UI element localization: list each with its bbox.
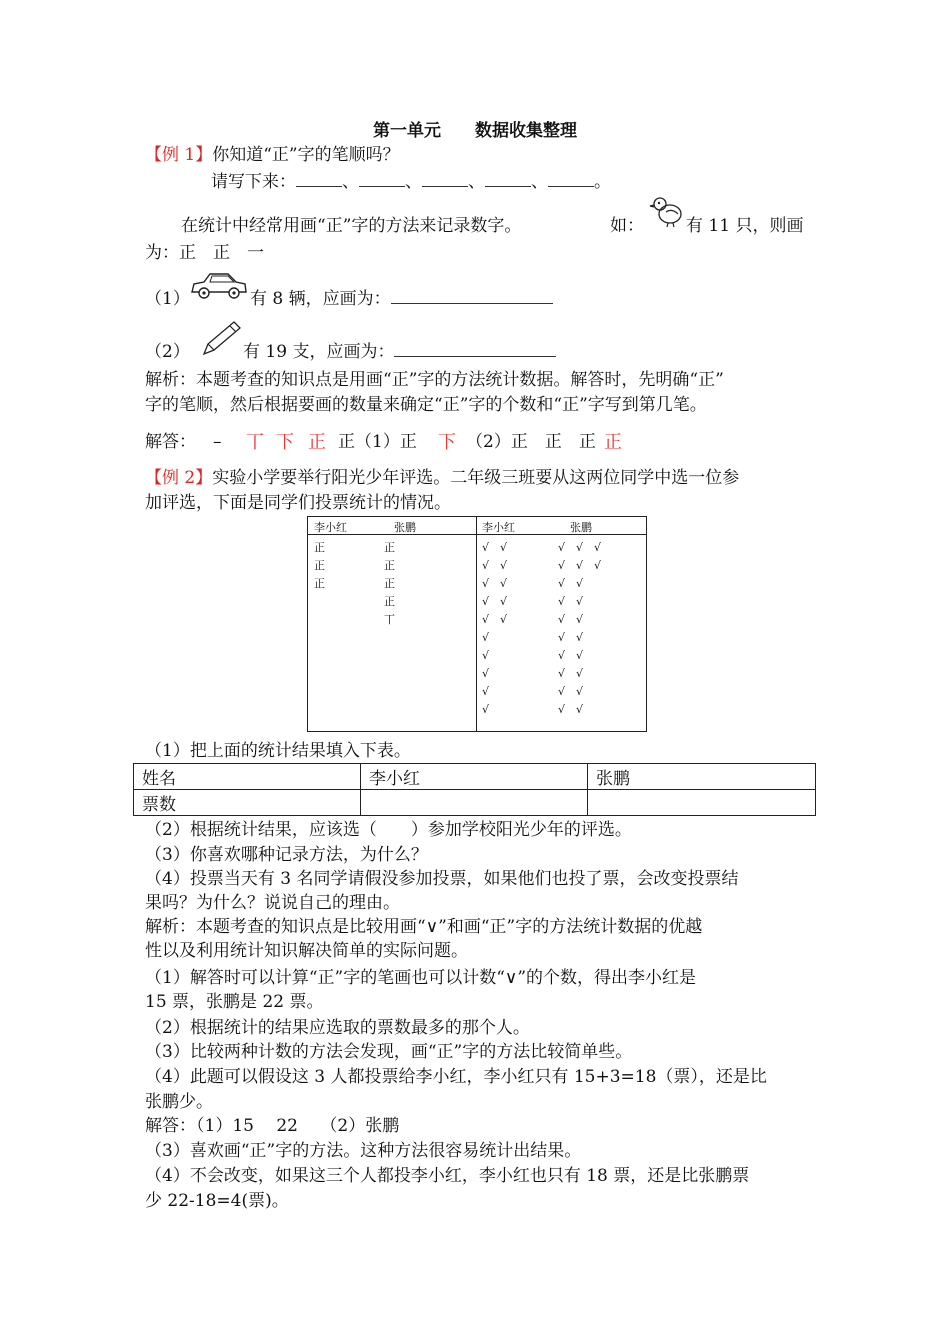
vote-table-header-line: [308, 534, 646, 535]
check-row: √: [482, 631, 490, 644]
tally-mark: 正: [314, 577, 325, 590]
check-row: √ √: [482, 595, 508, 608]
answer-end: （2）正 正 正: [466, 432, 596, 452]
separator: 、: [342, 172, 359, 192]
bird-count-text: 有 11 只，则画: [686, 216, 804, 236]
example-2-text-1: 实验小学要举行阳光少年评选。二年级三班要从这两位同学中选一位参: [212, 468, 740, 488]
such-as-label: 如：: [610, 216, 644, 236]
table-row: [134, 790, 816, 816]
li-votes-input[interactable]: [361, 790, 588, 816]
example-1-question: [145, 143, 400, 167]
q1-answer-blank[interactable]: [391, 303, 553, 304]
tally-mark: 正: [314, 559, 325, 572]
ex2-q3: （3）你喜欢哪种记录方法，为什么？: [145, 845, 428, 865]
tally-mark: 正: [384, 559, 395, 572]
ex2-answer-3: （3）喜欢画“正”字的方法。这种方法很容易统计出结果。: [145, 1141, 582, 1161]
check-row: √ √: [558, 667, 584, 680]
stroke-step-4: 下: [276, 432, 294, 453]
intro-text: 在统计中经常用画“正”字的方法来记录数字。: [181, 216, 522, 236]
vote-header-right-li: 李小红: [482, 521, 515, 534]
ex1-analysis-1: 解析：本题考查的知识点是用画“正”字的方法统计数据。解答时，先明确“正”: [145, 370, 724, 390]
answer-q2-partial: 正: [604, 432, 622, 453]
ex2-analysis-1: 解析：本题考查的知识点是比较用画“∨”和画“正”字的方法统计数据的优越: [145, 917, 703, 937]
ex2-a1-line-2: 15 票，张鹏是 22 票。: [145, 992, 324, 1012]
ex2-a2: （2）根据统计的结果应选取的票数最多的那个人。: [145, 1018, 530, 1038]
example-2-line-1: [145, 466, 739, 490]
check-row: √ √: [558, 595, 584, 608]
ex2-q4-line-1: （4）投票当天有 3 名同学请假没参加投票，如果他们也投了票，会改变投票结: [145, 869, 739, 889]
check-row: √ √: [558, 703, 584, 716]
tally-mark: 正: [384, 541, 395, 554]
ex2-q1: （1）把上面的统计结果填入下表。: [145, 741, 411, 761]
tally-mark: 正: [384, 595, 395, 608]
li-name-cell: 李小红: [361, 764, 588, 790]
answer-dash: –: [213, 432, 222, 452]
pen-icon: [200, 318, 244, 358]
check-column-zhang: [558, 539, 601, 719]
write-prompt-line: [211, 170, 611, 194]
tally-mark: 正: [314, 541, 325, 554]
ex2-a3: （3）比较两种计数的方法会发现，画“正”字的方法比较简单些。: [145, 1042, 633, 1062]
vote-record-table: [307, 516, 647, 732]
separator: 、: [405, 172, 422, 192]
check-row: √ √: [482, 559, 508, 572]
ex2-answer-1: 解答：（1）15 22 （2）张鹏: [145, 1116, 400, 1136]
check-row: √ √: [558, 613, 584, 626]
stroke-blank-3[interactable]: [422, 186, 468, 187]
check-column-li: [482, 539, 507, 719]
q2-text: 有 19 支，应画为：: [243, 342, 395, 362]
ex2-a1-line-1: （1）解答时可以计算“正”字的笔画也可以计数“∨”的个数，得出李小红是: [145, 968, 697, 988]
vote-result-table: [133, 763, 816, 816]
stroke-step-5: 正: [308, 432, 326, 453]
zhang-votes-input[interactable]: [588, 790, 816, 816]
check-row: √ √ √: [558, 559, 602, 572]
check-row: √ √: [482, 577, 508, 590]
tally-column-zhang: [384, 539, 395, 629]
page-title: 第一单元 数据收集整理: [373, 121, 577, 141]
check-row: √ √: [558, 685, 584, 698]
vote-header-right-zhang: 张鹏: [570, 521, 592, 534]
ex1-answer-label: 解答：: [145, 432, 196, 452]
stroke-blank-4[interactable]: [485, 186, 531, 187]
separator: 、: [531, 172, 548, 192]
example-1-question-text: 你知道“正”字的笔顺吗？: [212, 145, 400, 165]
vote-header-left-li: 李小红: [314, 521, 347, 534]
stroke-blank-1[interactable]: [296, 186, 342, 187]
zhang-name-cell: 张鹏: [588, 764, 816, 790]
car-icon: [188, 268, 250, 302]
example-2-line-2: 加评选，下面是同学们投票统计的情况。: [145, 493, 451, 513]
vote-table-divider: [476, 517, 477, 731]
ex2-a4-line-1: （4）此题可以假设这 3 人都投票给李小红，李小红只有 15+3=18（票），还是比: [145, 1067, 767, 1087]
ex2-analysis-2: 性以及利用统计知识解决简单的实际问题。: [145, 941, 468, 961]
ex2-q2: （2）根据统计结果，应该选（ ）参加学校阳光少年的评选。: [145, 820, 632, 840]
tally-mark: 丅: [384, 613, 395, 626]
period: 。: [594, 172, 611, 192]
check-row: √: [482, 649, 490, 662]
q2-answer-blank[interactable]: [394, 356, 556, 357]
ex1-analysis-2: 字的笔顺，然后根据要画的数量来确定“正”字的个数和“正”字写到第几笔。: [145, 395, 707, 415]
ex2-answer-4-line-1: （4）不会改变，如果这三个人都投李小红，李小红也只有 18 票，还是比张鹏票: [145, 1166, 750, 1186]
table-row: [134, 764, 816, 790]
answer-mid: 正（1）正: [338, 432, 417, 452]
example-1-tag: 【例 1】: [145, 145, 213, 165]
check-row: √ √: [482, 613, 508, 626]
example-2-tag: 【例 2】: [145, 468, 213, 488]
ex2-q4-line-2: 果吗？为什么？说说自己的理由。: [145, 893, 400, 913]
check-row: √: [482, 685, 490, 698]
vote-header-left-zhang: 张鹏: [394, 521, 416, 534]
check-row: √: [482, 667, 490, 680]
q1-text-line: [250, 287, 553, 311]
stroke-blank-5[interactable]: [548, 186, 594, 187]
tally-mark: 正: [384, 577, 395, 590]
q2-number: （2）: [145, 342, 190, 362]
check-row: √ √: [558, 631, 584, 644]
bird-icon: [648, 194, 686, 228]
votes-header-cell: 票数: [134, 790, 361, 816]
check-row: √ √ √: [558, 541, 602, 554]
answer-q1-partial: 下: [438, 432, 456, 453]
name-header-cell: 姓名: [134, 764, 361, 790]
q2-text-line: [243, 340, 556, 364]
draw-as-text: 为：正 正 一: [145, 243, 264, 263]
write-prompt: 请写下来：: [211, 172, 296, 192]
q1-number: （1）: [145, 289, 190, 309]
separator: 、: [468, 172, 485, 192]
check-row: √ √: [558, 649, 584, 662]
q1-text: 有 8 辆，应画为：: [250, 289, 391, 309]
ex2-answer-4-line-2: 少 22-18=4(票)。: [145, 1191, 289, 1211]
ex2-a4-line-2: 张鹏少。: [145, 1092, 213, 1112]
tally-column-li: [314, 539, 325, 593]
check-row: √ √: [558, 577, 584, 590]
check-row: √: [482, 703, 490, 716]
stroke-step-3: 丅: [246, 432, 264, 453]
check-row: √ √: [482, 541, 508, 554]
stroke-blank-2[interactable]: [359, 186, 405, 187]
